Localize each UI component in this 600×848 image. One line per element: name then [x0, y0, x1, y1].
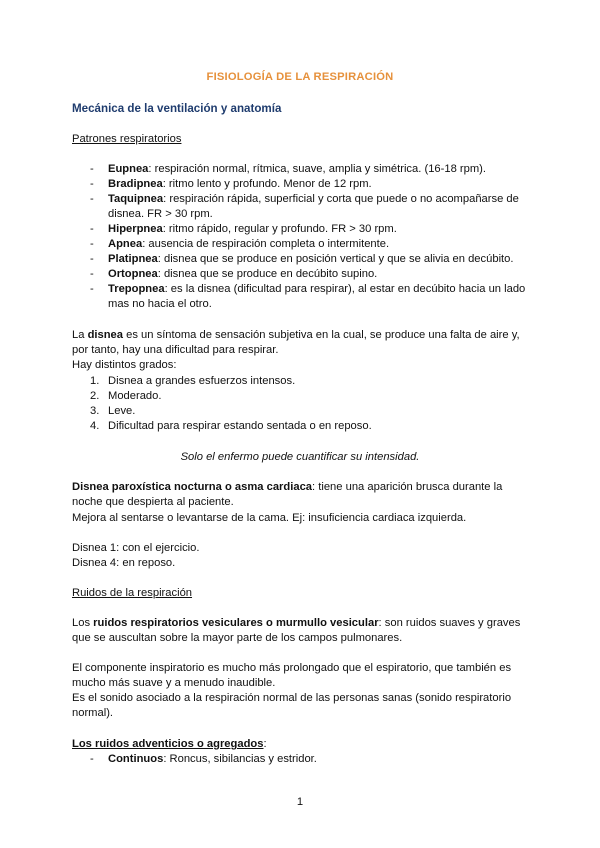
italic-note: Solo el enfermo puede cuantificar su intensidad. [180, 451, 420, 463]
ruidos-heading: Ruidos de la respiración [72, 587, 193, 599]
bullet-dash: - [90, 163, 94, 175]
paragraph-line: La disnea es un síntoma de sensación subjetiva en la cual, se produce una falta de aire y, [72, 329, 520, 341]
paragraph-line: por tanto, hay una dificultad para respirar. [72, 344, 279, 356]
list-item: Trepopnea: es la disnea (dificultad para respirar), al estar en decúbito hacia un lado mas no hacia el otro. [108, 283, 526, 310]
section-heading: Mecánica de la ventilación y anatomía [72, 102, 282, 115]
numbered-item: Disnea a grandes esfuerzos intensos. [108, 375, 296, 387]
paragraph-line: Es el sonido asociado a la respiración normal de las personas sanas (sonido respiratorio [72, 692, 512, 704]
list-number: 1. [90, 375, 100, 387]
paragraph-line: Los ruidos respiratorios vesiculares o murmullo vesicular: son ruidos suaves y graves [72, 617, 521, 629]
paragraph-line: noche que despierta al paciente. [72, 496, 234, 508]
list-item: Apnea: ausencia de respiración completa o intermitente. [108, 238, 390, 250]
list-item: Bradipnea: ritmo lento y profundo. Menor de 12 rpm. [108, 178, 372, 190]
document-title: FISIOLOGÍA DE LA RESPIRACIÓN [206, 71, 394, 83]
list-item: Ortopnea: disnea que se produce en decúbito supino. [108, 268, 378, 280]
numbered-item: Dificultad para respirar estando sentada o en reposo. [108, 420, 372, 432]
paragraph-line: normal). [72, 707, 114, 719]
paragraph-line: Mejora al sentarse o levantarse de la cama. Ej: insuficiencia cardiaca izquierda. [72, 512, 467, 524]
bullet-dash: - [90, 223, 94, 235]
paragraph-line: El componente inspiratorio es mucho más prolongado que el espiratorio, que también es [72, 662, 512, 674]
adventicios-heading: Los ruidos adventicios o agregados: [72, 738, 267, 750]
page-number: 1 [296, 796, 304, 808]
list-number: 2. [90, 390, 100, 402]
numbered-item: Moderado. [108, 390, 162, 402]
list-number: 4. [90, 420, 100, 432]
numbered-item: Leve. [108, 405, 136, 417]
paragraph-line: que se auscultan sobre la mayor parte de los campos pulmonares. [72, 632, 403, 644]
bullet-dash: - [90, 283, 94, 295]
bullet-dash: - [90, 193, 94, 205]
patrones-heading: Patrones respiratorios [72, 133, 182, 145]
list-item: Hiperpnea: ritmo rápido, regular y profundo. FR > 30 rpm. [108, 223, 397, 235]
list-item: Taquipnea: respiración rápida, superficial y corta que puede o no acompañarse de disnea. FR > 30 rpm. [108, 193, 519, 220]
bullet-dash: - [90, 268, 94, 280]
list-number: 3. [90, 405, 100, 417]
paragraph-line: Disnea 4: en reposo. [72, 557, 176, 569]
list-item: Platipnea: disnea que se produce en posición vertical y que se alivia en decúbito. [108, 253, 514, 265]
list-item: Eupnea: respiración normal, rítmica, suave, amplia y simétrica. (16-18 rpm). [108, 163, 487, 175]
bullet-dash: - [90, 178, 94, 190]
paragraph-line: Disnea paroxística nocturna o asma cardiaca: tiene una aparición brusca durante la [72, 481, 503, 493]
paragraph-line: Disnea 1: con el ejercicio. [72, 542, 200, 554]
bullet-dash: - [90, 753, 94, 765]
paragraph-line: Hay distintos grados: [72, 359, 177, 371]
list-item: Continuos: Roncus, sibilancias y estridor. [108, 753, 317, 765]
bullet-dash: - [90, 253, 94, 265]
bullet-dash: - [90, 238, 94, 250]
paragraph-line: mucho más suave y a menudo inaudible. [72, 677, 276, 689]
